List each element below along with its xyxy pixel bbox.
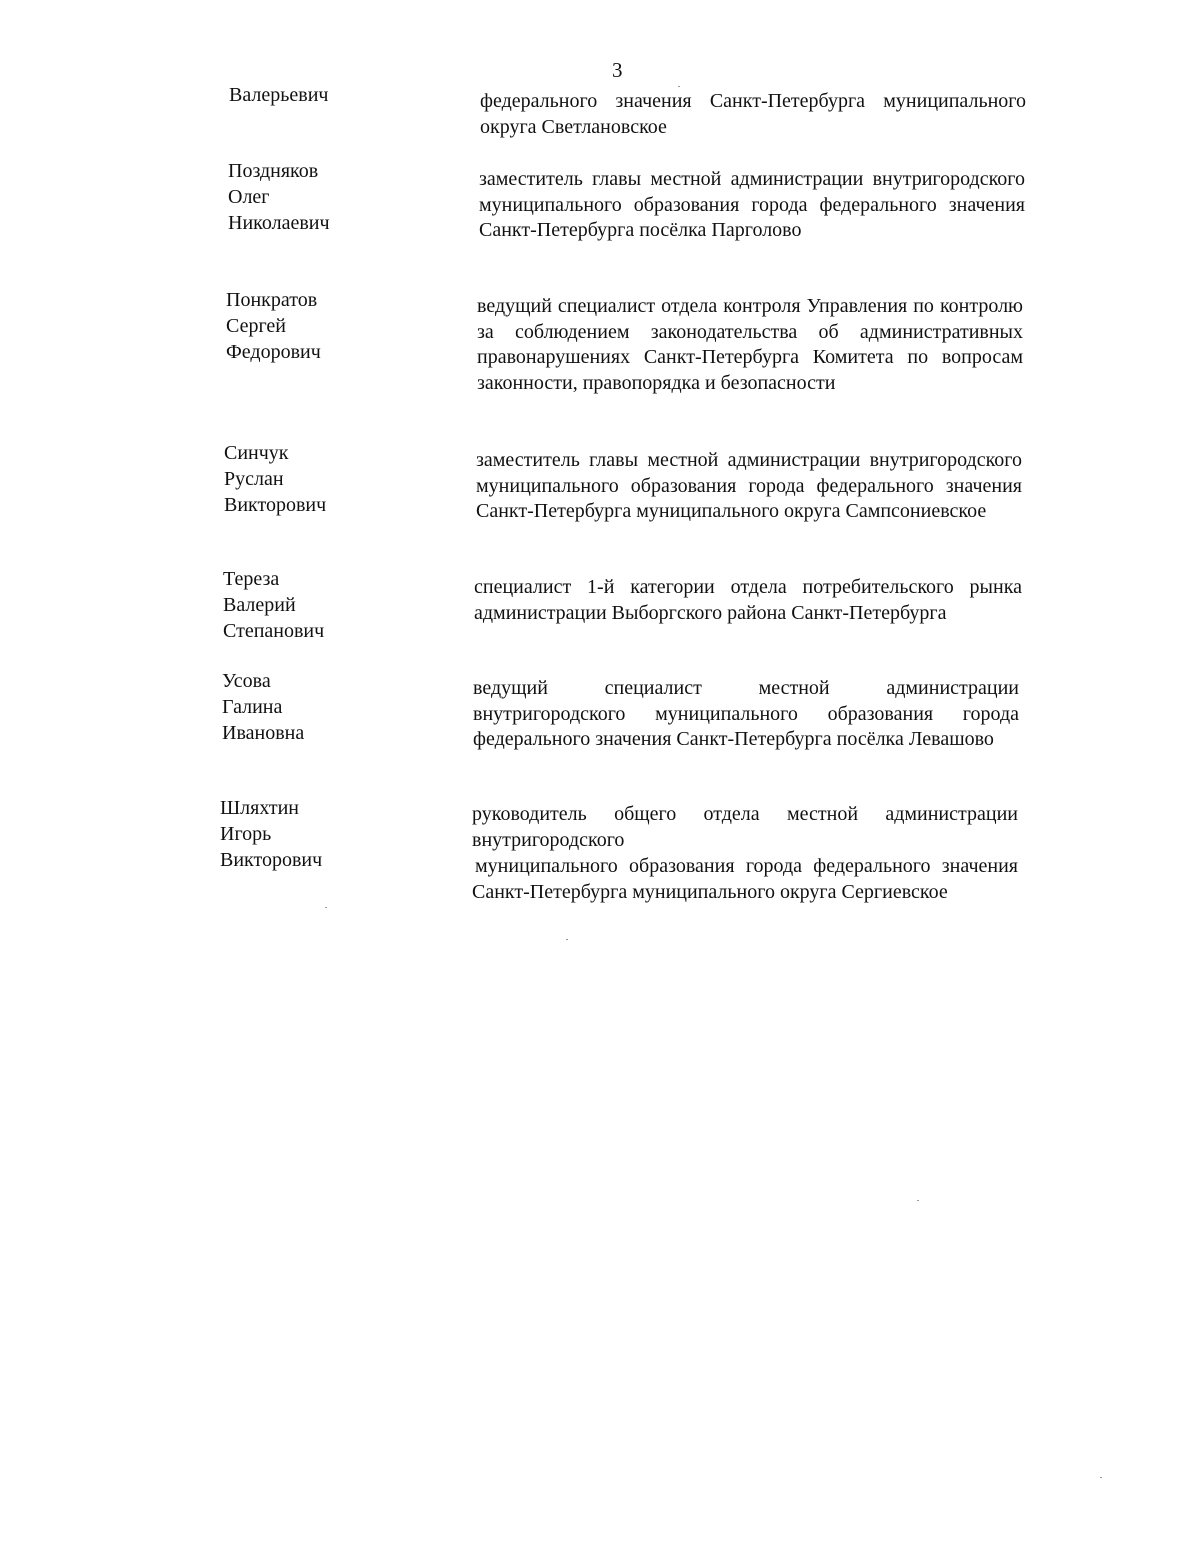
page-number: 3: [612, 58, 623, 82]
position-text: заместитель главы местной администрации внутригородского муниципального образования города федерального значения Санкт-Петербурга муниципального округа Сампсониевское: [476, 449, 1022, 522]
member-position: [477, 294, 1023, 396]
member-name: Синчук Руслан Викторович: [224, 442, 327, 516]
position-text: федерального значения Санкт-Петербурга муниципального округа Светлановское: [480, 90, 1026, 138]
member-position: [473, 676, 1019, 753]
member-name: Поздняков Олег Николаевич: [228, 160, 330, 234]
position-text: заместитель главы местной администрации внутригородского муниципального образования города федерального значения Санкт-Петербурга посёлка Парголово: [479, 168, 1025, 241]
position-text: специалист 1-й категории отдела потребительского рынка администрации Выборгского района Санкт-Петербурга: [474, 576, 1022, 624]
scan-speck: [1100, 1477, 1102, 1478]
member-name: Тереза Валерий Степанович: [223, 568, 325, 642]
member-position: [474, 575, 1022, 626]
member-name: Шляхтин Игорь Викторович: [220, 797, 323, 871]
scan-speck: [917, 1200, 919, 1201]
position-text: руководитель общего отдела местной администрации внутригородского: [472, 803, 1018, 851]
member-position: [480, 89, 1026, 140]
position-text: ведущий специалист отдела контроля Управления по контролю за соблюдением законодательства об административных правонарушениях Санкт-Петербурга Комитета по вопросам законности, правопорядка и безопасности: [477, 295, 1023, 394]
member-name: Усова Галина Ивановна: [222, 670, 305, 744]
member-position: [476, 448, 1022, 525]
member-name: Валерьевич: [229, 84, 329, 106]
scan-speck: [678, 86, 680, 87]
member-name: Понкратов Сергей Федорович: [226, 289, 321, 363]
member-position: [479, 167, 1025, 244]
position-text: ведущий специалист местной администрации внутригородского муниципального образования города федерального значения Санкт-Петербурга посёлка Левашово: [473, 677, 1019, 750]
position-text: муниципального образования города федерального значения Санкт-Петербурга муниципального округа Сергиевское: [472, 855, 1018, 903]
member-position: [472, 802, 1018, 905]
scan-speck: [325, 907, 327, 908]
scan-speck: [566, 939, 568, 940]
